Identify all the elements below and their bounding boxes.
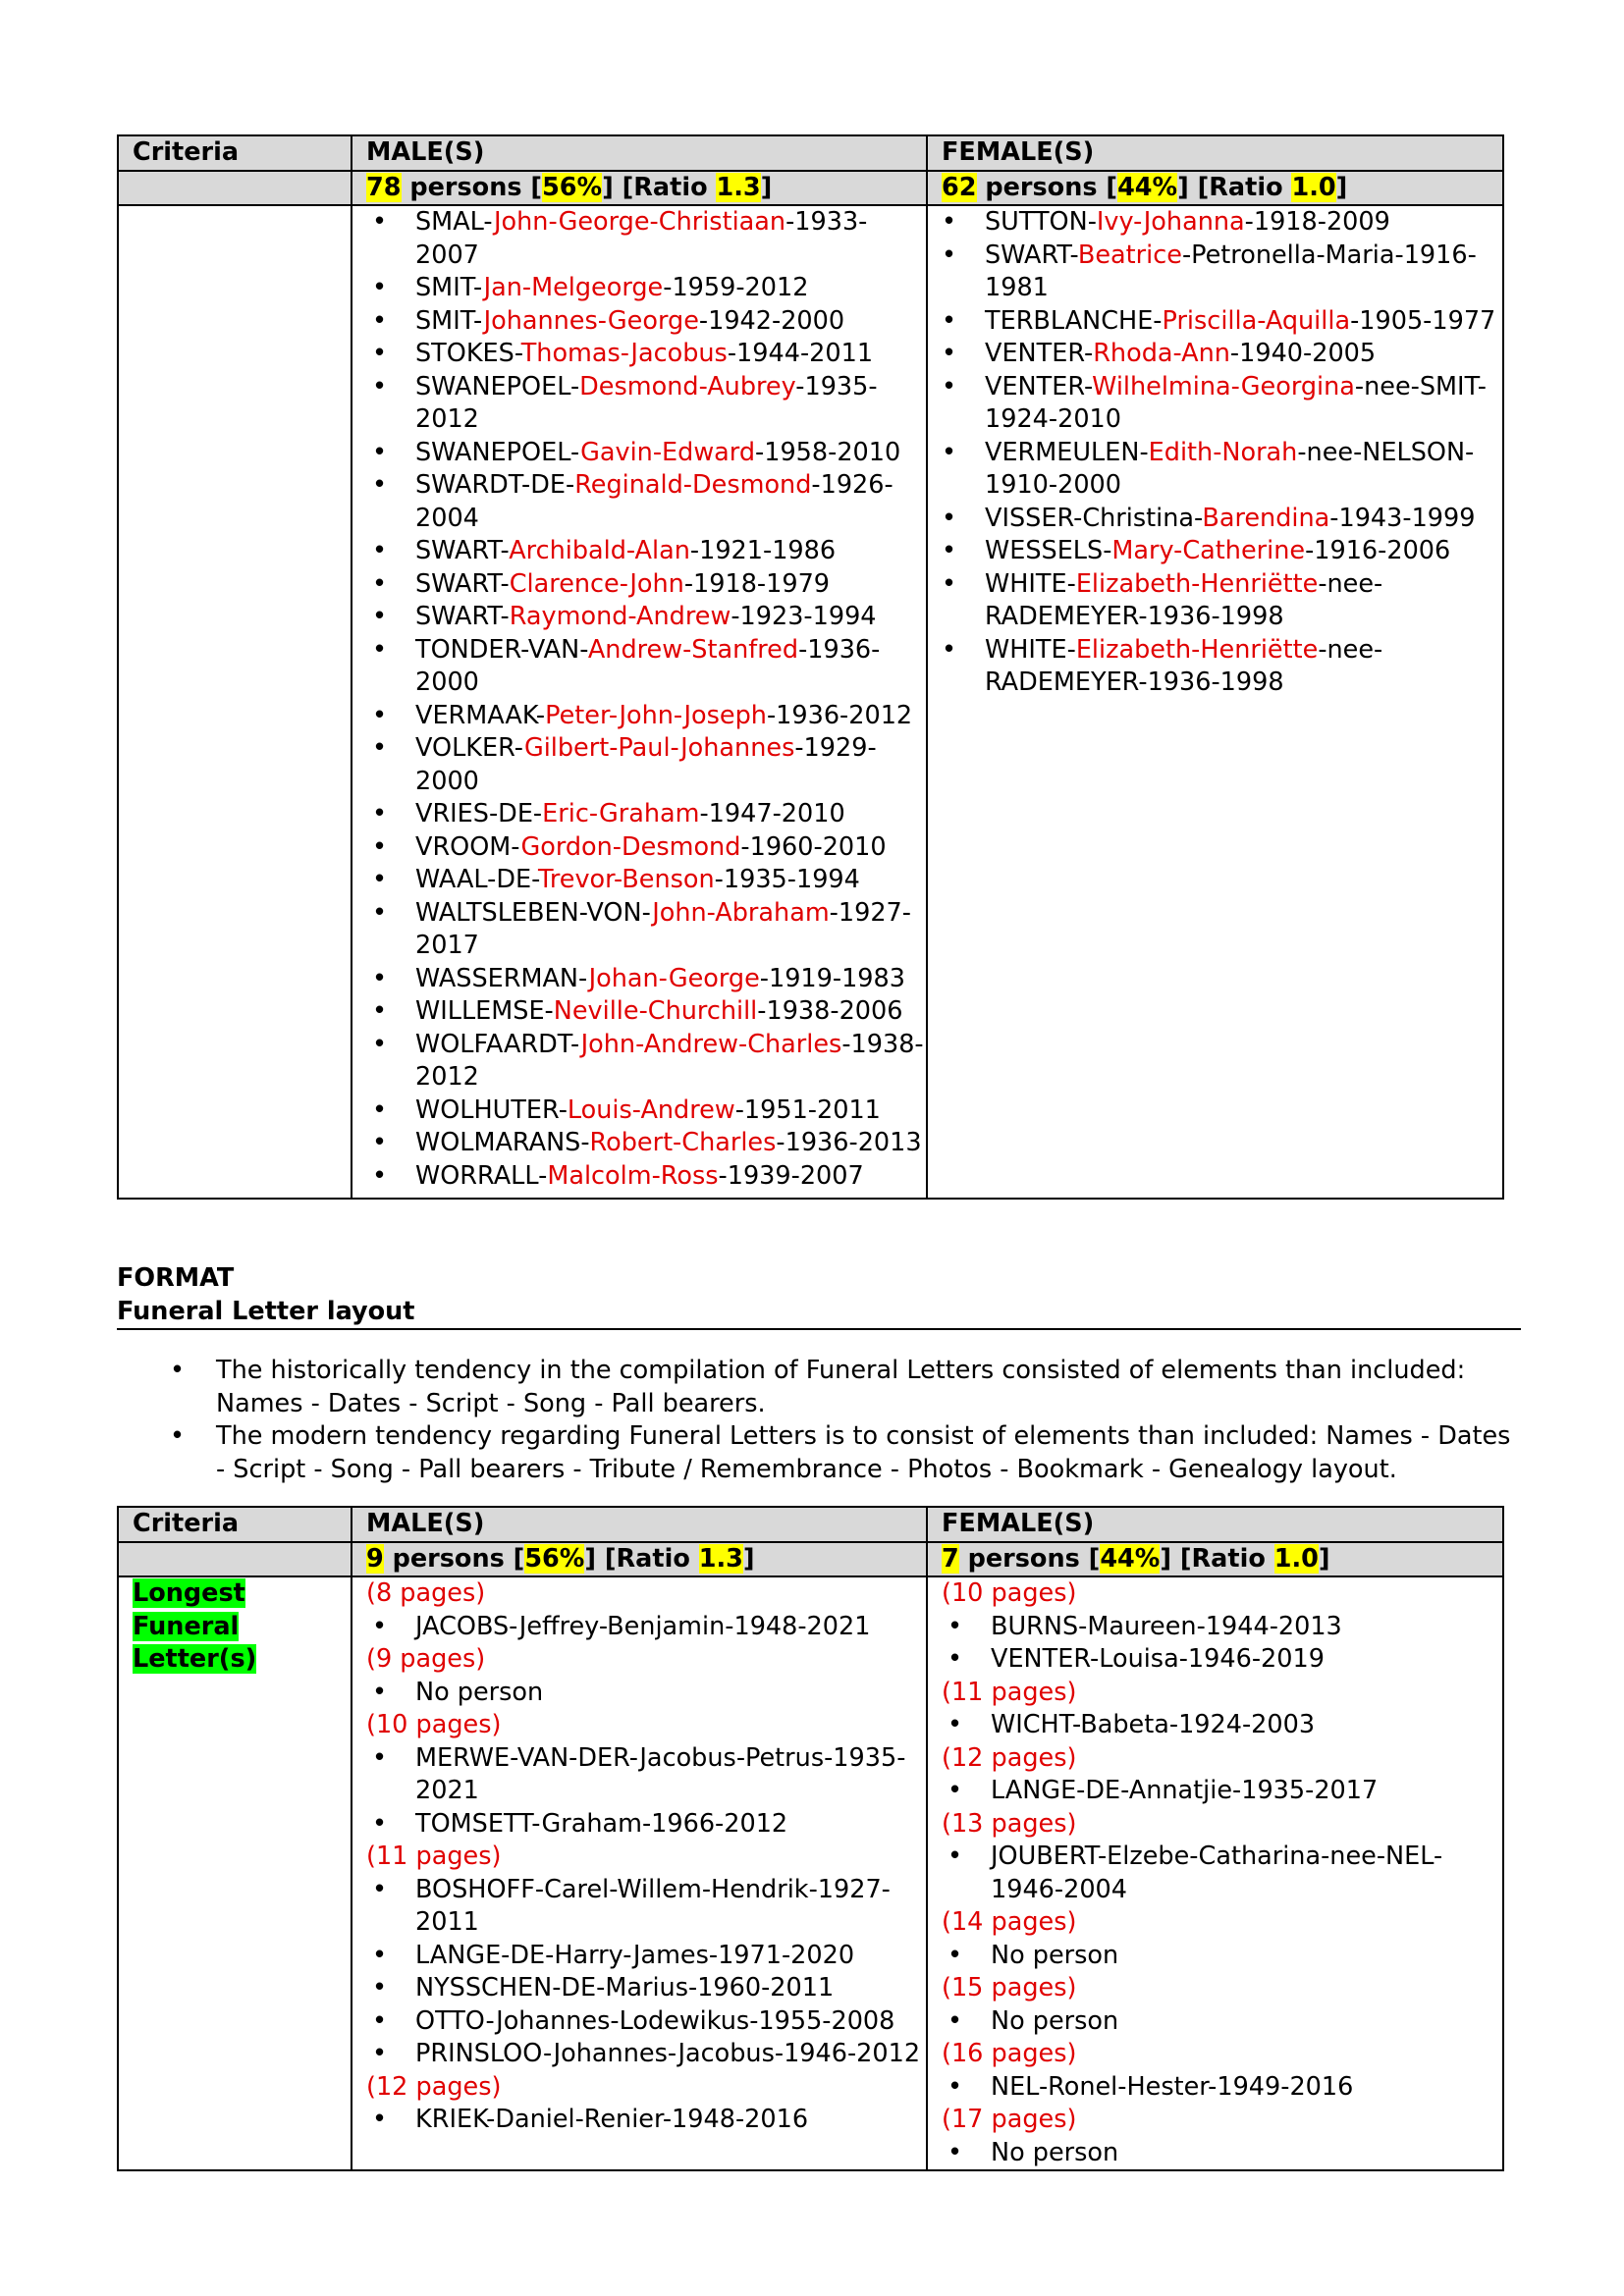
page-count-label: (15 pages) bbox=[942, 1973, 1077, 2002]
page-count-label: (12 pages) bbox=[366, 2071, 502, 2102]
page-group-list bbox=[366, 1677, 926, 1710]
given-names: Elizabeth-Henriëtte bbox=[1075, 634, 1319, 665]
female-list-item bbox=[936, 338, 1502, 371]
male-list-item bbox=[366, 634, 926, 700]
page-group-list bbox=[942, 1611, 1502, 1677]
male-list-item bbox=[366, 305, 926, 339]
format-subheading: Funeral Letter layout bbox=[117, 1296, 1521, 1330]
male-names-list bbox=[366, 206, 926, 1193]
given-names: Gavin-Edward bbox=[580, 437, 756, 467]
male-groups-cell bbox=[352, 1576, 927, 2170]
criteria-empty-cell bbox=[118, 1542, 352, 1577]
dates: -1958-2010 bbox=[755, 437, 901, 467]
female-list-item bbox=[936, 503, 1502, 536]
page-group-list bbox=[366, 1874, 926, 2071]
dates: -1905-1977 bbox=[1350, 305, 1496, 336]
criteria-empty-cell bbox=[118, 171, 352, 206]
surname: WOLHUTER- bbox=[415, 1095, 568, 1125]
female-groups-cell bbox=[927, 1576, 1503, 2170]
person-list-item: • BOSHOFF-Carel-Willem-Hendrik-1927-2011 bbox=[366, 1874, 926, 1940]
given-names: Mary-Catherine bbox=[1111, 536, 1306, 565]
table-criteria-first bbox=[117, 134, 1504, 1200]
page-group-list bbox=[942, 1709, 1502, 1742]
surname: VRIES-DE- bbox=[415, 799, 543, 828]
surname: VISSER-Christina- bbox=[985, 503, 1203, 533]
page-count-label: (13 pages) bbox=[942, 1808, 1077, 1839]
dates: -1921-1986 bbox=[689, 536, 837, 565]
surname: SWART- bbox=[415, 602, 510, 631]
table-summary-row bbox=[118, 171, 1503, 206]
given-names: Robert-Charles bbox=[589, 1128, 777, 1157]
page-count-label: (16 pages) bbox=[942, 2039, 1077, 2068]
surname: WASSERMAN- bbox=[415, 963, 589, 993]
table-body-row bbox=[118, 205, 1503, 1199]
table-longest-funeral-letter bbox=[117, 1506, 1504, 2171]
dates: -1918-1979 bbox=[683, 568, 831, 599]
given-names: Desmond-Aubrey bbox=[579, 371, 796, 401]
dates: -1960-2010 bbox=[740, 831, 887, 862]
given-names: Neville-Churchill bbox=[553, 996, 758, 1026]
dates: -1935-1994 bbox=[714, 865, 860, 894]
criteria-cell bbox=[118, 205, 352, 1199]
male-list-item bbox=[366, 1029, 926, 1095]
person-list-item: • JACOBS-Jeffrey-Benjamin-1948-2021 bbox=[366, 1611, 926, 1644]
male-list-item bbox=[366, 864, 926, 897]
given-names: Louis-Andrew bbox=[567, 1095, 735, 1125]
given-names: Trevor-Benson bbox=[538, 865, 715, 894]
person-list-item: • VENTER-Louisa-1946-2019 bbox=[942, 1643, 1502, 1677]
given-names: Wilhelmina-Georgina bbox=[1092, 371, 1355, 401]
given-names: Johannes-George bbox=[483, 305, 699, 336]
format-bullets bbox=[117, 1355, 1521, 1486]
page-group-list bbox=[942, 2137, 1502, 2170]
dates: -1938-2006 bbox=[757, 996, 903, 1026]
given-names: Beatrice bbox=[1077, 240, 1182, 270]
surname: STOKES- bbox=[415, 339, 521, 368]
given-names: Ivy-Johanna bbox=[1096, 207, 1245, 237]
surname: VERMAAK- bbox=[415, 700, 546, 730]
given-names: Archibald-Alan bbox=[509, 536, 690, 565]
surname: SWART- bbox=[985, 240, 1078, 270]
format-bullet-2: • The modern tendency regarding Funeral Letters is to consist of elements than included: Names - Dates - Script - Song - Pall bearers - Tribute / Remembrance - Photos - Bookmark - Genealogy layout. bbox=[117, 1420, 1521, 1486]
male-summary: 78 persons [56%] [Ratio 1.3] bbox=[352, 171, 927, 206]
person-list-item: • LANGE-DE-Annatjie-1935-2017 bbox=[942, 1775, 1502, 1808]
person-list-item: • TOMSETT-Graham-1966-2012 bbox=[366, 1808, 926, 1842]
format-heading: FORMAT bbox=[117, 1263, 235, 1293]
page-group-list bbox=[942, 1940, 1502, 1973]
surname: VROOM- bbox=[415, 831, 521, 862]
surname: SWARDT-DE- bbox=[415, 470, 575, 500]
table-header-row bbox=[118, 135, 1503, 171]
male-list-item bbox=[366, 437, 926, 470]
surname: SUTTON- bbox=[985, 207, 1097, 237]
page-group-list bbox=[366, 2104, 926, 2137]
page-group-list bbox=[942, 2071, 1502, 2105]
surname: SWANEPOEL- bbox=[415, 437, 581, 467]
male-list-item bbox=[366, 1095, 926, 1128]
female-header: FEMALE(S) bbox=[927, 135, 1503, 171]
female-list-item bbox=[936, 206, 1502, 240]
male-list-item bbox=[366, 732, 926, 798]
person-list-item: • No person bbox=[942, 2005, 1502, 2039]
surname: WESSELS- bbox=[985, 536, 1112, 565]
person-list-item: • KRIEK-Daniel-Renier-1948-2016 bbox=[366, 2104, 926, 2137]
given-names: Gilbert-Paul-Johannes bbox=[523, 733, 795, 763]
page-group-list bbox=[942, 1775, 1502, 1808]
dates: -1944-2011 bbox=[727, 339, 874, 368]
male-list-item bbox=[366, 206, 926, 272]
person-list-item: • No person bbox=[942, 2137, 1502, 2170]
table-summary-row bbox=[118, 1542, 1503, 1577]
surname: VOLKER- bbox=[415, 733, 524, 763]
surname: SMIT- bbox=[415, 273, 484, 302]
given-names: John-Andrew-Charles bbox=[580, 1029, 842, 1059]
criteria-label: Longest Funeral Letter(s) bbox=[133, 1578, 257, 1674]
male-list-item bbox=[366, 469, 926, 535]
person-list-item: • MERWE-VAN-DER-Jacobus-Petrus-1935-2021 bbox=[366, 1742, 926, 1808]
surname: VENTER- bbox=[985, 339, 1094, 368]
page-group-list bbox=[942, 2005, 1502, 2039]
female-list-item bbox=[936, 305, 1502, 339]
dates: -1936-2000 bbox=[415, 634, 881, 697]
female-names-list bbox=[936, 206, 1502, 700]
given-names: Raymond-Andrew bbox=[509, 602, 731, 631]
surname: SWART- bbox=[415, 568, 510, 599]
male-list-item bbox=[366, 831, 926, 865]
page-count-label: (14 pages) bbox=[942, 1907, 1077, 1937]
dates: -1935-2012 bbox=[415, 371, 878, 434]
given-names: Edith-Norah bbox=[1148, 437, 1298, 467]
person-list-item: • NYSSCHEN-DE-Marius-1960-2011 bbox=[366, 1972, 926, 2005]
dates: -nee-RADEMEYER-1936-1998 bbox=[985, 634, 1383, 697]
dates: -1938-2012 bbox=[415, 1029, 924, 1092]
dates: -nee-NELSON-1910-2000 bbox=[985, 437, 1475, 500]
male-list-item bbox=[366, 1127, 926, 1160]
page-count-label: (11 pages) bbox=[942, 1677, 1077, 1707]
male-list-item bbox=[366, 338, 926, 371]
male-list-item bbox=[366, 371, 926, 437]
surname: VENTER- bbox=[985, 371, 1093, 401]
given-names: Andrew-Stanfred bbox=[587, 634, 799, 665]
person-list-item: • No person bbox=[942, 1940, 1502, 1973]
male-list-item bbox=[366, 995, 926, 1029]
dates: -1927-2017 bbox=[415, 897, 911, 960]
given-names: Jan-Melgeorge bbox=[483, 273, 664, 302]
surname: TONDER-VAN- bbox=[415, 634, 588, 665]
surname: SWANEPOEL- bbox=[415, 371, 580, 401]
given-names: John-Abraham bbox=[652, 897, 830, 928]
dates: -nee-SMIT-1924-2010 bbox=[985, 371, 1488, 434]
given-names: Clarence-John bbox=[509, 568, 684, 599]
person-list-item: • PRINSLOO-Johannes-Jacobus-1946-2012 bbox=[366, 2038, 926, 2071]
table-header-row bbox=[118, 1507, 1503, 1542]
page-count-label: (17 pages) bbox=[942, 2105, 1077, 2134]
surname: WHITE- bbox=[985, 568, 1076, 599]
male-list-item bbox=[366, 1160, 926, 1194]
dates: -1926-2004 bbox=[415, 470, 893, 533]
criteria-header: Criteria bbox=[118, 1507, 352, 1542]
female-summary: 7 persons [44%] [Ratio 1.0] bbox=[927, 1542, 1503, 1577]
surname: TERBLANCHE- bbox=[985, 305, 1163, 336]
criteria-cell bbox=[118, 1576, 352, 2170]
dates: -1936-2013 bbox=[776, 1128, 922, 1157]
page-group-list bbox=[366, 1742, 926, 1842]
female-list-item bbox=[936, 634, 1502, 700]
male-list-item bbox=[366, 798, 926, 831]
surname: VERMEULEN- bbox=[985, 437, 1149, 467]
dates: -1943-1999 bbox=[1329, 503, 1476, 533]
given-names: Reginald-Desmond bbox=[574, 470, 812, 500]
given-names: Malcolm-Ross bbox=[547, 1160, 719, 1191]
given-names: Peter-John-Joseph bbox=[545, 700, 767, 730]
page-group-list bbox=[942, 1841, 1502, 1906]
given-names: Elizabeth-Henriëtte bbox=[1075, 568, 1319, 599]
dates: -nee-RADEMEYER-1936-1998 bbox=[985, 568, 1383, 631]
person-list-item: • OTTO-Johannes-Lodewikus-1955-2008 bbox=[366, 2005, 926, 2039]
male-summary: 9 persons [56%] [Ratio 1.3] bbox=[352, 1542, 927, 1577]
dates: -1923-1994 bbox=[731, 602, 877, 631]
male-list-item bbox=[366, 601, 926, 634]
male-list-item bbox=[366, 700, 926, 733]
person-list-item: • No person bbox=[366, 1677, 926, 1710]
female-summary: 62 persons [44%] [Ratio 1.0] bbox=[927, 171, 1503, 206]
female-list-item bbox=[936, 240, 1502, 305]
page-count-label: (9 pages) bbox=[366, 1644, 486, 1674]
male-names-cell bbox=[352, 205, 927, 1199]
male-list-item bbox=[366, 897, 926, 963]
person-list-item: • LANGE-DE-Harry-James-1971-2020 bbox=[366, 1940, 926, 1973]
dates: -1942-2000 bbox=[698, 305, 845, 336]
surname: WALTSLEBEN-VON- bbox=[415, 897, 653, 928]
person-list-item: • WICHT-Babeta-1924-2003 bbox=[942, 1709, 1502, 1742]
dates: -1936-2012 bbox=[766, 700, 913, 730]
given-names: Barendina bbox=[1202, 503, 1330, 533]
person-list-item: • BURNS-Maureen-1944-2013 bbox=[942, 1611, 1502, 1644]
female-list-item bbox=[936, 437, 1502, 503]
male-header: MALE(S) bbox=[352, 135, 927, 171]
person-list-item: • NEL-Ronel-Hester-1949-2016 bbox=[942, 2071, 1502, 2105]
dates: -1933-2007 bbox=[415, 207, 868, 270]
dates: -1959-2012 bbox=[663, 273, 809, 302]
dates: -1929-2000 bbox=[415, 733, 877, 796]
dates: -1939-2007 bbox=[718, 1160, 864, 1191]
criteria-header: Criteria bbox=[118, 135, 352, 171]
female-header: FEMALE(S) bbox=[927, 1507, 1503, 1542]
table-body-row bbox=[118, 1576, 1503, 2170]
surname: WHITE- bbox=[985, 634, 1076, 665]
person-list-item: • JOUBERT-Elzebe-Catharina-nee-NEL-1946-2004 bbox=[942, 1841, 1502, 1906]
dates: -1916-2006 bbox=[1305, 536, 1451, 565]
male-list-item bbox=[366, 272, 926, 305]
female-list-item bbox=[936, 371, 1502, 437]
dates: -1919-1983 bbox=[759, 963, 905, 993]
male-list-item bbox=[366, 963, 926, 996]
given-names: Eric-Graham bbox=[542, 799, 700, 828]
given-names: Johan-George bbox=[588, 963, 760, 993]
page-group-list bbox=[366, 1611, 926, 1644]
female-names-cell bbox=[927, 205, 1503, 1199]
page-count-label: (10 pages) bbox=[366, 1710, 502, 1739]
page-count-label: (10 pages) bbox=[942, 1578, 1077, 1608]
given-names: Priscilla-Aquilla bbox=[1162, 305, 1351, 336]
given-names: Thomas-Jacobus bbox=[520, 339, 728, 368]
surname: WILLEMSE- bbox=[415, 996, 554, 1026]
page-count-label: (11 pages) bbox=[366, 1842, 502, 1871]
dates: -1947-2010 bbox=[699, 799, 845, 828]
surname: SMAL- bbox=[415, 207, 495, 237]
male-list-item bbox=[366, 568, 926, 602]
page-count-label: (8 pages) bbox=[366, 1578, 486, 1608]
dates: -1918-2009 bbox=[1244, 207, 1390, 237]
page-count-label: (12 pages) bbox=[942, 1742, 1077, 1773]
dates: -1951-2011 bbox=[734, 1095, 881, 1125]
format-bullet-1: • The historically tendency in the compilation of Funeral Letters consisted of elements than included: Names - Dates - Script - Song - Pall bearers. bbox=[117, 1355, 1521, 1420]
surname: WOLFAARDT- bbox=[415, 1029, 581, 1059]
male-header: MALE(S) bbox=[352, 1507, 927, 1542]
dates: -Petronella-Maria-1916-1981 bbox=[985, 240, 1477, 302]
dates: -1940-2005 bbox=[1229, 339, 1377, 368]
given-names: Rhoda-Ann bbox=[1093, 339, 1230, 368]
surname: WAAL-DE- bbox=[415, 865, 538, 894]
surname: WORRALL- bbox=[415, 1160, 548, 1191]
female-list-item bbox=[936, 535, 1502, 568]
female-list-item bbox=[936, 568, 1502, 634]
given-names: Gordon-Desmond bbox=[520, 831, 741, 862]
surname: SMIT- bbox=[415, 305, 484, 336]
male-list-item bbox=[366, 535, 926, 568]
surname: SWART- bbox=[415, 536, 510, 565]
surname: WOLMARANS- bbox=[415, 1128, 590, 1157]
given-names: John-George-Christiaan bbox=[494, 207, 786, 237]
